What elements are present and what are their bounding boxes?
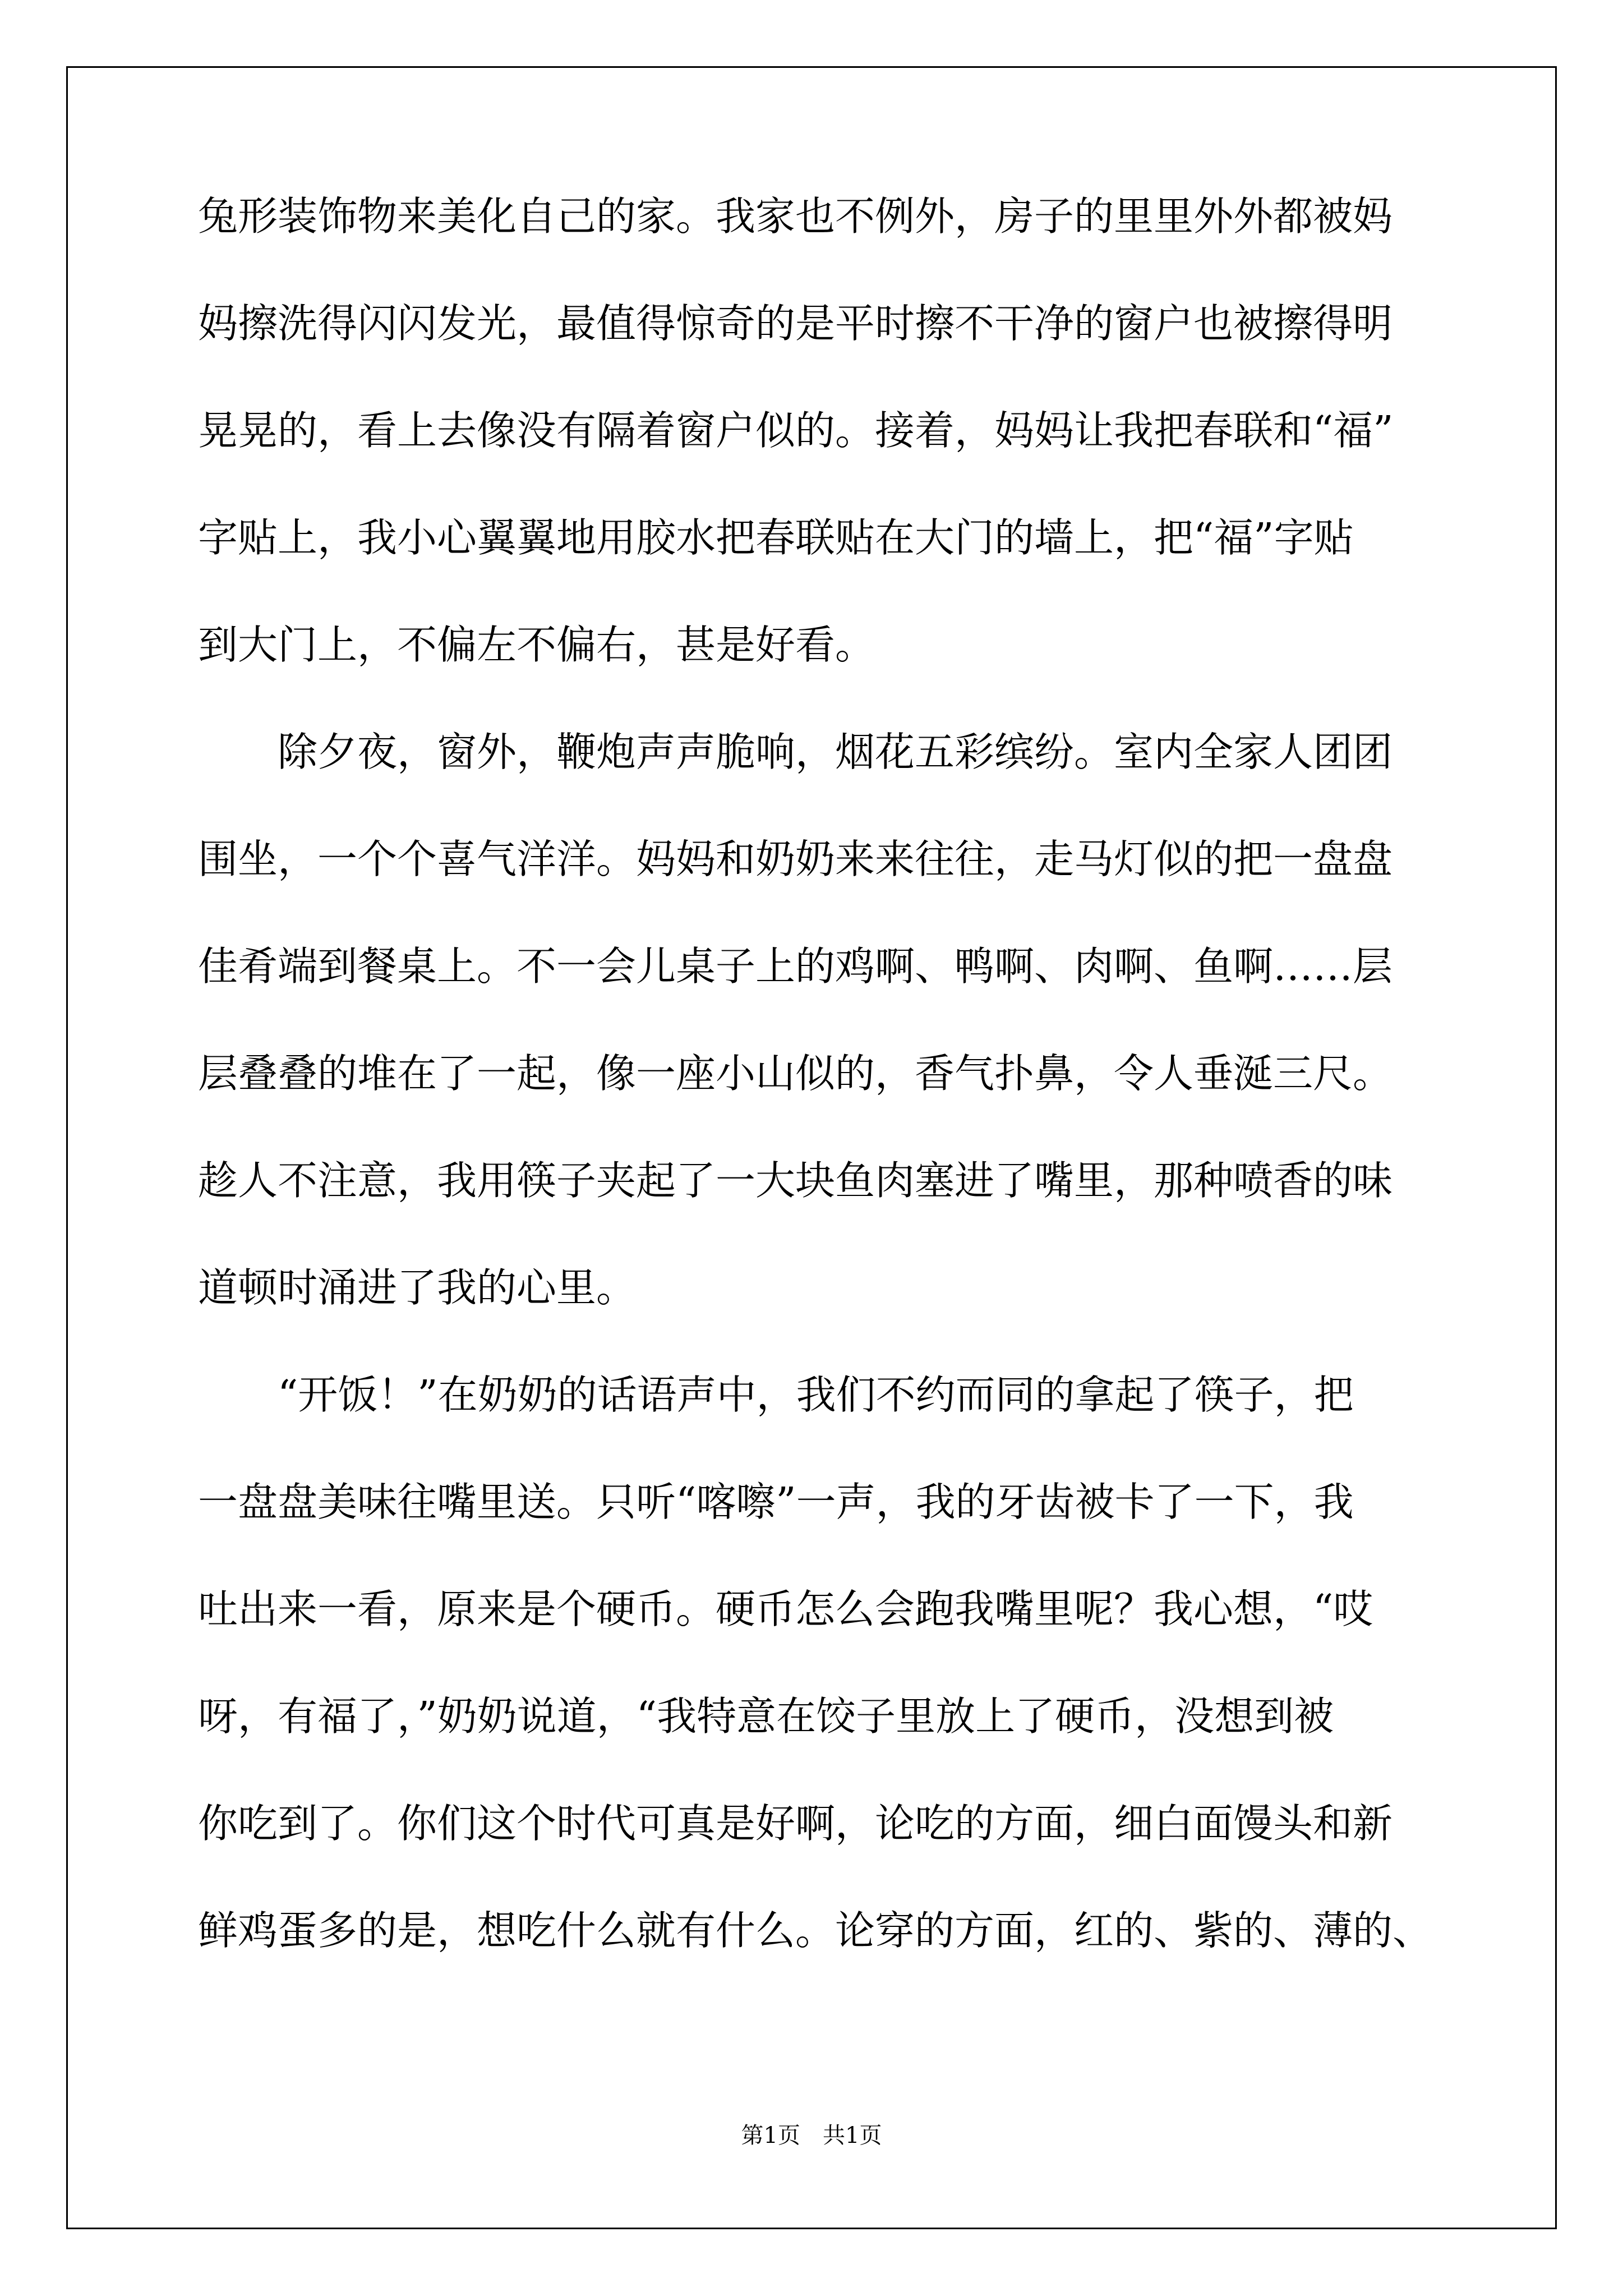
text-line: 妈擦洗得闪闪发光，最值得惊奇的是平时擦不干净的窗户也被擦得明 xyxy=(198,300,1393,347)
text-line: 道顿时涌进了我的心里。 xyxy=(198,1264,637,1311)
text-line: 佳肴端到餐桌上。不一会儿桌子上的鸡啊、鸭啊、肉啊、鱼啊……层 xyxy=(198,943,1393,990)
text-line: 晃晃的，看上去像没有隔着窗户似的。接着，妈妈让我把春联和“福” xyxy=(198,407,1394,454)
document-body xyxy=(198,193,1449,2018)
text-line: 你吃到了。你们这个时代可真是好啊，论吃的方面，细白面馒头和新 xyxy=(198,1800,1393,1847)
text-line: 到大门上，不偏左不偏右，甚是好看。 xyxy=(198,622,875,668)
text-line: 层叠叠的堆在了一起，像一座小山似的，香气扑鼻，令人垂涎三尺。 xyxy=(198,1050,1393,1097)
text-line: 字贴上，我小心翼翼地用胶水把春联贴在大门的墙上，把“福”字贴 xyxy=(198,514,1354,561)
page-number-footer: 第1页 共1页 xyxy=(741,2123,882,2148)
text-line: 鲜鸡蛋多的是，想吃什么就有什么。论穿的方面，红的、紫的、薄的、 xyxy=(198,1907,1433,1954)
text-line: 呀，有福了，”奶奶说道，“我特意在饺子里放上了硬币，没想到被 xyxy=(198,1693,1334,1740)
text-line: 一盘盘美味往嘴里送。只听“喀嚓”一声，我的牙齿被卡了一下，我 xyxy=(198,1479,1354,1525)
paragraph-first-line: “开饭！”在奶奶的话语声中，我们不约而同的拿起了筷子，把 xyxy=(278,1372,1354,1418)
text-line: 兔形装饰物来美化自己的家。我家也不例外，房子的里里外外都被妈 xyxy=(198,193,1393,240)
text-line: 吐出来一看，原来是个硬币。硬币怎么会跑我嘴里呢？我心想，“哎 xyxy=(198,1586,1373,1632)
text-line: 趁人不注意，我用筷子夹起了一大块鱼肉塞进了嘴里，那种喷香的味 xyxy=(198,1157,1393,1204)
text-line: 围坐，一个个喜气洋洋。妈妈和奶奶来来往往，走马灯似的把一盘盘 xyxy=(198,836,1393,882)
paragraph-first-line: 除夕夜，窗外，鞭炮声声脆响，烟花五彩缤纷。室内全家人团团 xyxy=(278,729,1393,775)
